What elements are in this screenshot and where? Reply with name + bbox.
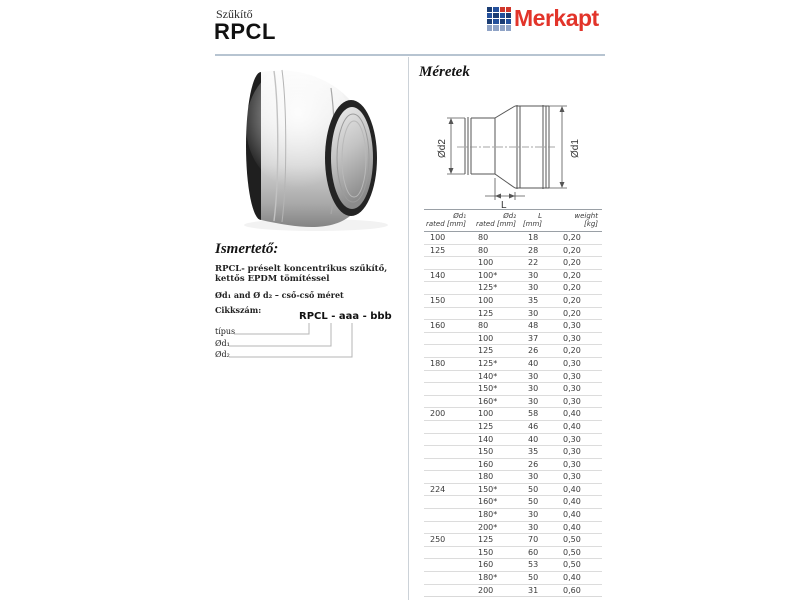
logo-grid-cell (493, 25, 498, 30)
table-row (424, 232, 602, 245)
table-cell: 50 (520, 572, 546, 585)
table-row (424, 584, 602, 597)
table-cell: 0,30 (546, 320, 602, 333)
table-cell: 224 (424, 483, 470, 496)
table-cell (424, 458, 470, 471)
title-divider (215, 54, 605, 56)
col-header-length: L [mm] (520, 210, 546, 232)
table-cell: 80 (470, 244, 520, 257)
table-cell: 180* (470, 509, 520, 522)
table-cell: 30 (520, 383, 546, 396)
table-cell (424, 509, 470, 522)
table-cell: 0,40 (546, 483, 602, 496)
logo-grid-cell (493, 19, 498, 24)
drawing-label-length: L (501, 200, 507, 210)
table-cell: 0,20 (546, 244, 602, 257)
col-header-weight: weight [kg] (546, 210, 602, 232)
table-cell: 100 (470, 408, 520, 421)
table-cell: 60 (520, 546, 546, 559)
table-cell: 100 (470, 294, 520, 307)
logo-grid-cell (487, 25, 492, 30)
table-cell (424, 584, 470, 597)
table-cell: 150 (470, 446, 520, 459)
table-row (424, 320, 602, 333)
table-cell (424, 332, 470, 345)
table-row (424, 244, 602, 257)
table-cell: 100* (470, 269, 520, 282)
table-cell: 125 (470, 534, 520, 547)
table-cell: 0,30 (546, 471, 602, 484)
table-cell: 22 (520, 257, 546, 270)
table-cell (424, 521, 470, 534)
table-cell: 0,40 (546, 420, 602, 433)
table-cell: 30 (520, 370, 546, 383)
size-note: Ød₁ and Ø d₂ – cső-cső méret (215, 290, 344, 300)
table-cell: 46 (520, 420, 546, 433)
table-cell: 160* (470, 496, 520, 509)
table-cell: 50 (520, 483, 546, 496)
table-cell: 125* (470, 357, 520, 370)
table-cell: 0,30 (546, 383, 602, 396)
logo-grid-cell (506, 25, 511, 30)
table-row (424, 546, 602, 559)
table-cell: 0,20 (546, 345, 602, 358)
table-cell: 35 (520, 294, 546, 307)
table-cell: 30 (520, 269, 546, 282)
table-cell: 160* (470, 395, 520, 408)
table-cell: 0,30 (546, 458, 602, 471)
table-cell: 30 (520, 282, 546, 295)
legend-d1: Ød₁ (215, 339, 230, 348)
table-row (424, 370, 602, 383)
table-cell (424, 383, 470, 396)
table-cell (424, 345, 470, 358)
table-row (424, 433, 602, 446)
table-cell: 70 (520, 534, 546, 547)
table-row (424, 357, 602, 370)
table-cell: 35 (520, 446, 546, 459)
logo-grid-cell (487, 7, 492, 12)
table-row (424, 408, 602, 421)
brand-name: Merkapt (514, 5, 599, 31)
col-header-d1: Ød₁ rated [mm] (424, 210, 470, 232)
table-cell: 50 (520, 496, 546, 509)
table-row (424, 471, 602, 484)
table-row (424, 559, 602, 572)
logo-grid-cell (500, 25, 505, 30)
table-cell: 100 (470, 257, 520, 270)
product-subtitle: Szűkítő (216, 7, 253, 21)
table-cell (424, 307, 470, 320)
table-cell: 100 (470, 332, 520, 345)
legend-d2: Ød₂ (215, 350, 230, 359)
drawing-label-d2: Ød2 (437, 139, 448, 158)
logo-grid-cell (500, 7, 505, 12)
logo-grid-cell (493, 7, 498, 12)
article-code-pattern: RPCL - aaa - bbb (299, 311, 392, 322)
table-row (424, 307, 602, 320)
table-cell: 0,50 (546, 534, 602, 547)
table-header-row (424, 210, 602, 232)
table-cell: 180* (470, 572, 520, 585)
table-cell (424, 546, 470, 559)
table-row (424, 257, 602, 270)
table-cell: 31 (520, 584, 546, 597)
table-cell (424, 395, 470, 408)
table-row (424, 446, 602, 459)
table-cell: 0,40 (546, 521, 602, 534)
table-row (424, 496, 602, 509)
table-cell: 0,30 (546, 357, 602, 370)
table-cell: 200* (470, 521, 520, 534)
dimensions-table (424, 209, 602, 597)
table-cell: 140* (470, 370, 520, 383)
table-cell: 0,40 (546, 572, 602, 585)
merkapt-grid-icon (487, 7, 511, 31)
table-cell: 180 (470, 471, 520, 484)
table-cell: 0,20 (546, 294, 602, 307)
table-cell: 0,30 (546, 370, 602, 383)
table-cell: 0,30 (546, 446, 602, 459)
table-row (424, 282, 602, 295)
table-cell: 100 (430, 233, 446, 242)
table-cell: 30 (520, 509, 546, 522)
table-cell (424, 446, 470, 459)
info-section-heading: Ismertető: (215, 241, 279, 257)
table-cell: 160 (470, 458, 520, 471)
table-row (424, 521, 602, 534)
table-row (424, 294, 602, 307)
table-cell: 30 (520, 307, 546, 320)
logo-grid-cell (500, 19, 505, 24)
table-row (424, 332, 602, 345)
table-cell: 200 (424, 408, 470, 421)
table-cell: 0,20 (546, 257, 602, 270)
table-cell: 0,20 (546, 307, 602, 320)
table-cell: 250 (424, 534, 470, 547)
table-cell: 0,30 (546, 433, 602, 446)
table-cell: 0,30 (546, 332, 602, 345)
dimension-drawing (437, 86, 607, 210)
col-header-d2: Ød₂ rated [mm] (470, 210, 520, 232)
table-cell (424, 433, 470, 446)
table-cell: 48 (520, 320, 546, 333)
product-photo (228, 62, 406, 234)
table-cell: 0,30 (546, 395, 602, 408)
table-cell: 200 (470, 584, 520, 597)
drawing-label-d1: Ød1 (570, 139, 581, 158)
table-cell: 0,40 (546, 509, 602, 522)
table-cell (424, 370, 470, 383)
table-cell: 150* (470, 483, 520, 496)
table-cell (424, 420, 470, 433)
logo-grid-cell (500, 13, 505, 18)
table-cell: 18 (528, 233, 539, 242)
table-cell: 26 (520, 458, 546, 471)
table-cell: 0,50 (546, 559, 602, 572)
table-cell: 58 (520, 408, 546, 421)
logo-grid-cell (487, 19, 492, 24)
logo-grid-cell (493, 13, 498, 18)
table-cell: 0,40 (546, 496, 602, 509)
table-cell: 180 (424, 357, 470, 370)
table-cell: 40 (520, 357, 546, 370)
table-cell: 0,20 (546, 282, 602, 295)
table-cell (424, 471, 470, 484)
table-row (424, 534, 602, 547)
logo-grid-cell (506, 7, 511, 12)
table-cell: 150 (424, 294, 470, 307)
table-cell: 40 (520, 433, 546, 446)
table-cell (424, 572, 470, 585)
product-description: RPCL- préselt koncentrikus szűkítő, kettős EPDM tömítéssel (215, 264, 388, 284)
table-cell: 140 (424, 269, 470, 282)
table-cell: 30 (520, 521, 546, 534)
table-cell: 30 (520, 395, 546, 408)
logo-grid-cell (487, 13, 492, 18)
table-row (424, 458, 602, 471)
table-row (424, 572, 602, 585)
table-row (424, 509, 602, 522)
table-cell: 125 (470, 345, 520, 358)
page-title: RPCL (214, 19, 276, 44)
table-cell: 53 (520, 559, 546, 572)
logo-grid-cell (506, 13, 511, 18)
logo-grid-cell (506, 19, 511, 24)
table-cell (424, 559, 470, 572)
dimensions-section-heading: Méretek (419, 64, 470, 80)
table-cell: 0,20 (563, 233, 581, 242)
table-cell: 140 (470, 433, 520, 446)
table-cell: 125 (470, 420, 520, 433)
table-cell: 0,40 (546, 408, 602, 421)
table-cell: 28 (520, 244, 546, 257)
table-cell: 125 (424, 244, 470, 257)
table-cell: 37 (520, 332, 546, 345)
table-cell: 150 (470, 546, 520, 559)
table-row (424, 383, 602, 396)
table-cell: 160 (424, 320, 470, 333)
table-cell: 0,60 (546, 584, 602, 597)
legend-type: típus (215, 327, 236, 336)
table-cell: 160 (470, 559, 520, 572)
table-cell: 80 (470, 320, 520, 333)
article-number-label: Cikkszám: (215, 305, 262, 315)
table-cell (424, 496, 470, 509)
table-row (424, 395, 602, 408)
dimensions-table-body (424, 232, 602, 597)
table-cell: 80 (478, 233, 489, 242)
merkapt-logo (487, 5, 599, 32)
table-cell (424, 282, 470, 295)
table-cell: 0,20 (546, 269, 602, 282)
table-row (424, 269, 602, 282)
table-cell: 0,50 (546, 546, 602, 559)
column-divider (408, 57, 409, 600)
table-row (424, 345, 602, 358)
table-cell: 30 (520, 471, 546, 484)
table-cell: 125* (470, 282, 520, 295)
table-row (424, 483, 602, 496)
table-cell: 125 (470, 307, 520, 320)
table-row (424, 420, 602, 433)
table-cell: 150* (470, 383, 520, 396)
table-cell: 26 (520, 345, 546, 358)
table-cell (424, 257, 470, 270)
